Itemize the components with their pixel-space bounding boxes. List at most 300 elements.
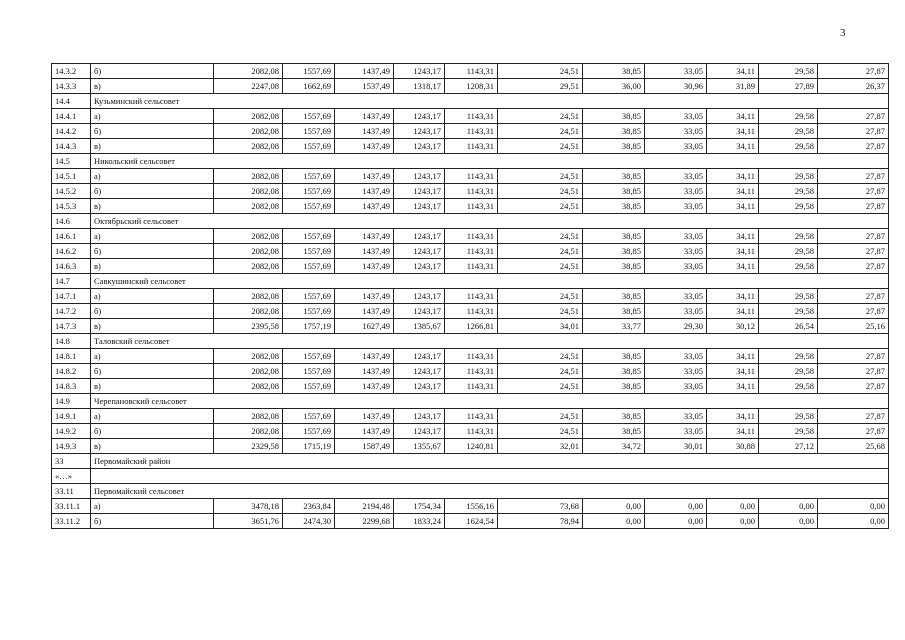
value-cell: 0,00 [707,514,759,529]
table-row [52,184,889,199]
value-cell: 2247,08 [214,79,283,94]
value-cell: 38,85 [583,259,645,274]
value-cell: 1243,17 [394,229,445,244]
value-cell: 1143,31 [445,259,498,274]
value-cell: 33,05 [645,259,707,274]
value-cell: 27,87 [818,349,889,364]
value-cell: 27,87 [818,409,889,424]
value-cell: 1243,17 [394,124,445,139]
table-row [52,379,889,394]
value-cell: 1662,69 [283,79,335,94]
value-cell: 24,51 [498,424,583,439]
value-cell: 1143,31 [445,109,498,124]
value-cell: 1557,69 [283,184,335,199]
value-cell: 34,72 [583,439,645,454]
value-cell: 1143,31 [445,304,498,319]
row-variant: в) [91,259,214,274]
value-cell: 38,85 [583,349,645,364]
value-cell: 2082,08 [214,109,283,124]
value-cell: 29,58 [759,379,818,394]
value-cell: 24,51 [498,229,583,244]
value-cell: 1355,67 [394,439,445,454]
value-cell: 38,85 [583,289,645,304]
value-cell: 29,58 [759,184,818,199]
value-cell: 34,11 [707,124,759,139]
value-cell: 33,05 [645,109,707,124]
value-cell: 33,05 [645,139,707,154]
value-cell: 1143,31 [445,139,498,154]
value-cell: 29,51 [498,79,583,94]
value-cell: 1437,49 [335,244,394,259]
value-cell: 2082,08 [214,169,283,184]
value-cell: 1143,31 [445,124,498,139]
value-cell: 0,00 [759,514,818,529]
table-row [52,364,889,379]
table-row [52,514,889,529]
value-cell: 34,11 [707,64,759,79]
value-cell: 27,87 [818,304,889,319]
value-cell: 30,88 [707,439,759,454]
table-row [52,289,889,304]
value-cell: 2082,08 [214,424,283,439]
table-row [52,229,889,244]
value-cell: 38,85 [583,139,645,154]
value-cell: 1437,49 [335,124,394,139]
value-cell: 1243,17 [394,259,445,274]
value-cell: 34,11 [707,364,759,379]
section-title: Первомайский сельсовет [91,484,889,499]
value-cell: 1143,31 [445,199,498,214]
value-cell: 30,01 [645,439,707,454]
table-row [52,244,889,259]
value-cell: 2082,08 [214,409,283,424]
value-cell: 3651,76 [214,514,283,529]
value-cell: 0,00 [759,499,818,514]
value-cell: 1243,17 [394,289,445,304]
value-cell: 1143,31 [445,349,498,364]
row-variant: б) [91,244,214,259]
table-row [52,439,889,454]
value-cell: 24,51 [498,139,583,154]
value-cell: 1243,17 [394,424,445,439]
row-code: 14.6.1 [52,229,91,244]
section-code: 14.8 [52,334,91,349]
section-header-row [52,214,889,229]
value-cell: 2082,08 [214,199,283,214]
value-cell: 1557,69 [283,109,335,124]
value-cell: 24,51 [498,169,583,184]
value-cell: 73,68 [498,499,583,514]
value-cell: 33,05 [645,169,707,184]
value-cell: 33,05 [645,229,707,244]
value-cell: 26,54 [759,319,818,334]
section-title: Октябрьский сельсовет [91,214,889,229]
table-row [52,259,889,274]
row-code: 14.9.1 [52,409,91,424]
value-cell: 34,11 [707,349,759,364]
value-cell: 34,11 [707,409,759,424]
value-cell: 29,58 [759,139,818,154]
value-cell: 1437,49 [335,409,394,424]
row-variant: б) [91,64,214,79]
value-cell: 2329,58 [214,439,283,454]
value-cell: 33,77 [583,319,645,334]
value-cell: 34,11 [707,304,759,319]
row-variant: в) [91,379,214,394]
value-cell: 29,30 [645,319,707,334]
value-cell: 0,00 [583,514,645,529]
value-cell: 24,51 [498,349,583,364]
value-cell: 29,58 [759,259,818,274]
value-cell: 1437,49 [335,424,394,439]
value-cell: 34,11 [707,199,759,214]
value-cell: 24,51 [498,184,583,199]
section-title: Кузьминский сельсовет [91,94,889,109]
row-variant: а) [91,409,214,424]
section-header-row [52,154,889,169]
table-row [52,304,889,319]
row-code: 14.5.3 [52,199,91,214]
value-cell: 34,11 [707,259,759,274]
value-cell: 38,85 [583,229,645,244]
row-code: 14.4.2 [52,124,91,139]
table-row [52,349,889,364]
row-variant: в) [91,139,214,154]
value-cell: 1557,69 [283,379,335,394]
value-cell: 1143,31 [445,229,498,244]
value-cell: 29,58 [759,64,818,79]
value-cell: 38,85 [583,364,645,379]
value-cell: 27,87 [818,379,889,394]
value-cell: 1587,49 [335,439,394,454]
value-cell: 1754,34 [394,499,445,514]
value-cell: 1437,49 [335,379,394,394]
value-cell: 27,87 [818,199,889,214]
value-cell: 29,58 [759,229,818,244]
page-number: 3 [840,27,846,39]
value-cell: 38,85 [583,304,645,319]
value-cell: 1143,31 [445,169,498,184]
table-row [52,409,889,424]
value-cell: 24,51 [498,109,583,124]
value-cell: 1437,49 [335,304,394,319]
value-cell: 27,87 [818,259,889,274]
value-cell: 25,68 [818,439,889,454]
value-cell: 24,51 [498,379,583,394]
value-cell: 0,00 [707,499,759,514]
row-code: 14.4.3 [52,139,91,154]
value-cell: 36,00 [583,79,645,94]
value-cell: 34,11 [707,289,759,304]
row-code: 14.8.3 [52,379,91,394]
value-cell: 27,87 [818,364,889,379]
table-row [52,424,889,439]
value-cell: 0,00 [645,514,707,529]
value-cell: 0,00 [818,514,889,529]
value-cell: 24,51 [498,409,583,424]
value-cell: 1243,17 [394,409,445,424]
value-cell: 1143,31 [445,379,498,394]
value-cell: 27,87 [818,184,889,199]
value-cell: 1437,49 [335,109,394,124]
value-cell: 1266,81 [445,319,498,334]
value-cell: 33,05 [645,424,707,439]
row-code: 14.8.1 [52,349,91,364]
value-cell: 1757,19 [283,319,335,334]
value-cell: 1437,49 [335,64,394,79]
value-cell: 33,05 [645,379,707,394]
value-cell: 2082,08 [214,349,283,364]
value-cell: 1240,81 [445,439,498,454]
value-cell: 1557,69 [283,64,335,79]
table-row [52,499,889,514]
table-row [52,64,889,79]
value-cell: 38,85 [583,379,645,394]
value-cell: 34,11 [707,379,759,394]
section-code: 14.4 [52,94,91,109]
value-cell: 33,05 [645,124,707,139]
value-cell: 29,58 [759,364,818,379]
value-cell: 1243,17 [394,304,445,319]
table-row [52,79,889,94]
value-cell: 2082,08 [214,304,283,319]
value-cell: 1557,69 [283,169,335,184]
row-code: 14.7.3 [52,319,91,334]
section-title [91,469,889,484]
value-cell: 29,58 [759,304,818,319]
value-cell: 34,11 [707,139,759,154]
value-cell: 1437,49 [335,364,394,379]
section-title: Черепановский сельсовет [91,394,889,409]
value-cell: 1243,17 [394,139,445,154]
value-cell: 27,87 [818,169,889,184]
value-cell: 2082,08 [214,244,283,259]
value-cell: 1556,16 [445,499,498,514]
value-cell: 38,85 [583,244,645,259]
value-cell: 1243,17 [394,349,445,364]
value-cell: 2299,68 [335,514,394,529]
value-cell: 2082,08 [214,184,283,199]
section-header-row [52,484,889,499]
table-row [52,199,889,214]
value-cell: 29,58 [759,409,818,424]
value-cell: 33,05 [645,64,707,79]
value-cell: 1243,17 [394,64,445,79]
section-title: Савкушинский сельсовет [91,274,889,289]
value-cell: 27,87 [818,289,889,304]
value-cell: 1143,31 [445,289,498,304]
row-variant: а) [91,229,214,244]
value-cell: 27,87 [818,229,889,244]
row-code: 14.5.1 [52,169,91,184]
value-cell: 2082,08 [214,124,283,139]
row-code: 14.5.2 [52,184,91,199]
value-cell: 27,87 [818,109,889,124]
value-cell: 1557,69 [283,259,335,274]
value-cell: 24,51 [498,64,583,79]
value-cell: 1208,31 [445,79,498,94]
value-cell: 1143,31 [445,244,498,259]
row-code: 33.11.2 [52,514,91,529]
value-cell: 1557,69 [283,229,335,244]
value-cell: 1557,69 [283,289,335,304]
value-cell: 1318,17 [394,79,445,94]
row-code: 14.8.2 [52,364,91,379]
value-cell: 34,11 [707,244,759,259]
value-cell: 1143,31 [445,184,498,199]
value-cell: 1557,69 [283,139,335,154]
value-cell: 30,12 [707,319,759,334]
value-cell: 33,05 [645,364,707,379]
value-cell: 2474,30 [283,514,335,529]
row-code: 14.3.2 [52,64,91,79]
value-cell: 2082,08 [214,139,283,154]
value-cell: 27,87 [818,124,889,139]
value-cell: 38,85 [583,199,645,214]
value-cell: 78,94 [498,514,583,529]
value-cell: 1243,17 [394,109,445,124]
value-cell: 24,51 [498,364,583,379]
value-cell: 1243,17 [394,184,445,199]
value-cell: 31,89 [707,79,759,94]
value-cell: 29,58 [759,109,818,124]
row-variant: б) [91,424,214,439]
tariff-table [51,63,889,529]
value-cell: 1437,49 [335,169,394,184]
row-variant: б) [91,364,214,379]
value-cell: 29,58 [759,124,818,139]
value-cell: 24,51 [498,199,583,214]
value-cell: 2082,08 [214,379,283,394]
section-code: 33.11 [52,484,91,499]
table-row [52,139,889,154]
row-variant: б) [91,304,214,319]
value-cell: 1385,67 [394,319,445,334]
value-cell: 30,96 [645,79,707,94]
value-cell: 32,01 [498,439,583,454]
value-cell: 24,51 [498,289,583,304]
section-header-row [52,454,889,469]
value-cell: 24,51 [498,244,583,259]
value-cell: 1437,49 [335,349,394,364]
table-row [52,124,889,139]
value-cell: 1833,24 [394,514,445,529]
section-header-row [52,394,889,409]
row-variant: а) [91,109,214,124]
row-code: 14.7.2 [52,304,91,319]
value-cell: 33,05 [645,304,707,319]
value-cell: 25,16 [818,319,889,334]
value-cell: 29,58 [759,199,818,214]
row-code: 14.9.2 [52,424,91,439]
value-cell: 2082,08 [214,259,283,274]
row-code: 14.9.3 [52,439,91,454]
row-code: 14.3.3 [52,79,91,94]
row-variant: а) [91,499,214,514]
value-cell: 34,11 [707,109,759,124]
value-cell: 1243,17 [394,364,445,379]
row-variant: б) [91,514,214,529]
value-cell: 38,85 [583,64,645,79]
section-title: Первомайский район [91,454,889,469]
row-variant: б) [91,184,214,199]
value-cell: 34,11 [707,169,759,184]
value-cell: 1437,49 [335,289,394,304]
value-cell: 3478,18 [214,499,283,514]
value-cell: 1557,69 [283,199,335,214]
row-code: 14.6.2 [52,244,91,259]
value-cell: 27,89 [759,79,818,94]
value-cell: 33,05 [645,184,707,199]
value-cell: 33,05 [645,199,707,214]
section-code: «…» [52,469,91,484]
value-cell: 1437,49 [335,199,394,214]
value-cell: 2363,84 [283,499,335,514]
value-cell: 1143,31 [445,364,498,379]
section-code: 33 [52,454,91,469]
value-cell: 2082,08 [214,364,283,379]
value-cell: 1143,31 [445,409,498,424]
value-cell: 1557,69 [283,364,335,379]
section-header-row [52,94,889,109]
value-cell: 1243,17 [394,379,445,394]
value-cell: 38,85 [583,409,645,424]
value-cell: 1627,49 [335,319,394,334]
value-cell: 1557,69 [283,349,335,364]
row-variant: а) [91,289,214,304]
value-cell: 38,85 [583,169,645,184]
value-cell: 1715,19 [283,439,335,454]
value-cell: 1437,49 [335,184,394,199]
section-code: 14.6 [52,214,91,229]
section-code: 14.5 [52,154,91,169]
value-cell: 33,05 [645,289,707,304]
value-cell: 1243,17 [394,169,445,184]
value-cell: 1557,69 [283,304,335,319]
value-cell: 1537,49 [335,79,394,94]
value-cell: 27,87 [818,244,889,259]
value-cell: 24,51 [498,259,583,274]
value-cell: 34,01 [498,319,583,334]
table-row [52,169,889,184]
value-cell: 29,58 [759,289,818,304]
value-cell: 1143,31 [445,64,498,79]
value-cell: 2082,08 [214,64,283,79]
row-variant: в) [91,439,214,454]
table-row [52,109,889,124]
value-cell: 27,87 [818,139,889,154]
value-cell: 1243,17 [394,244,445,259]
value-cell: 1624,54 [445,514,498,529]
value-cell: 0,00 [583,499,645,514]
value-cell: 38,85 [583,124,645,139]
row-variant: в) [91,319,214,334]
value-cell: 27,87 [818,64,889,79]
row-code: 14.7.1 [52,289,91,304]
value-cell: 1557,69 [283,409,335,424]
value-cell: 29,58 [759,349,818,364]
row-variant: а) [91,169,214,184]
value-cell: 1557,69 [283,124,335,139]
section-header-row [52,334,889,349]
value-cell: 24,51 [498,304,583,319]
value-cell: 2082,08 [214,289,283,304]
value-cell: 33,05 [645,244,707,259]
value-cell: 34,11 [707,424,759,439]
value-cell: 24,51 [498,124,583,139]
value-cell: 38,85 [583,424,645,439]
section-title: Никольский сельсовет [91,154,889,169]
